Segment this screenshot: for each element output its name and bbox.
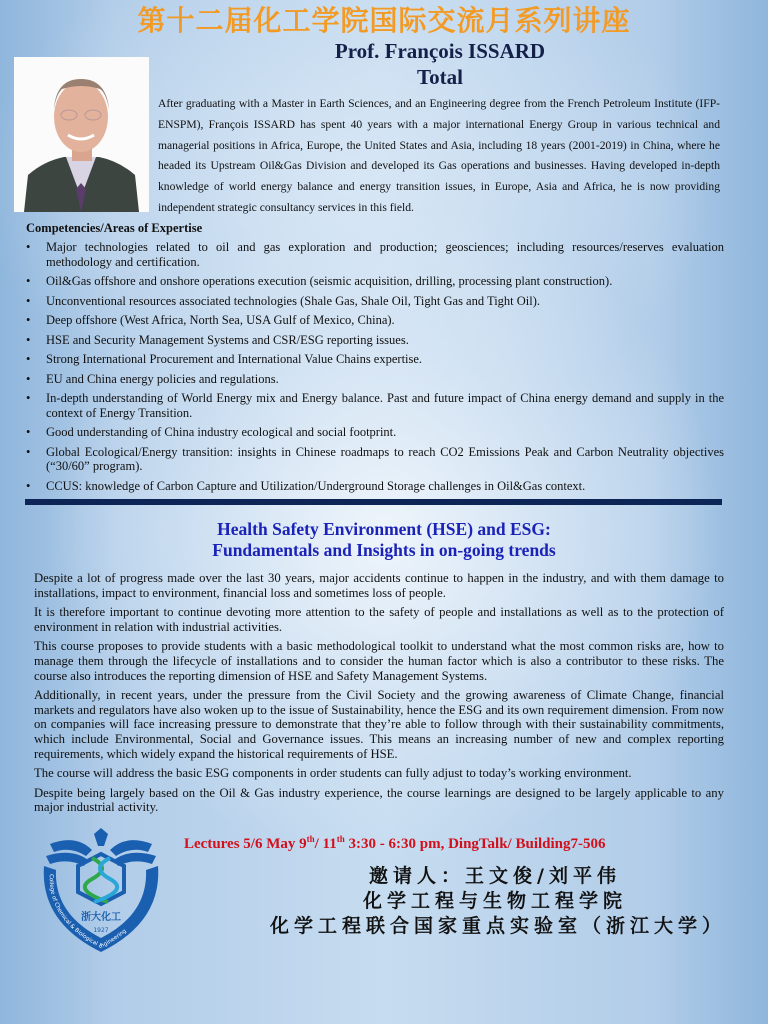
competency-item — [26, 274, 724, 289]
competency-item — [26, 294, 724, 309]
speaker-name: Prof. François ISSARD — [334, 39, 546, 63]
bullet-icon: • — [26, 425, 31, 439]
competency-item — [26, 372, 724, 387]
competency-item — [26, 313, 724, 328]
lecture-schedule — [184, 834, 744, 854]
college-line: 化学工程与生物工程学院 — [362, 889, 627, 912]
bullet-icon: • — [26, 240, 31, 254]
logo-chinese-text: 浙大化工 — [81, 911, 121, 923]
competency-item — [26, 479, 724, 494]
course-title-line2: Fundamentals and Insights in on-going trends — [212, 540, 556, 560]
bullet-icon: • — [26, 332, 31, 347]
bullet-icon: • — [26, 274, 31, 288]
speaker-photo — [14, 57, 149, 212]
bullet-icon: • — [26, 352, 31, 366]
competency-text: CCUS: knowledge of Carbon Capture and Utilization/Underground Storage challenges in Oil&Gas context. — [46, 478, 586, 493]
section-divider — [25, 499, 722, 505]
course-paragraph: This course proposes to provide students with a basic methodological toolkit to understand what the most common risks are, how to manage them through the lifecycle of installations and to consider the human factor which is also a contributor to these risks. The course also introduces the reporting dimension of HSE and Safety Management Systems. — [34, 639, 724, 683]
course-paragraph: Additionally, in recent years, under the pressure from the Civil Society and the growing awareness of Climate Change, financial markets and regulators have also woken up to the issue of Sustainability, hence the ESG and its own requirement dimension. From now on companies will face increasing pressure to demonstrate that they’re able to follow through with their sustainability commitments, which include Environmental, Social and Governance issues. This means an increasing number of new and complex reporting requirements, which widely expand the historical requirements of HSE. — [34, 688, 724, 761]
competency-item — [26, 391, 724, 420]
competency-text: Good understanding of China industry ecological and social footprint. — [46, 425, 397, 439]
competency-text: EU and China energy policies and regulations. — [46, 371, 279, 386]
logo-ring-text: College of Chemical & Biological Engineering — [47, 873, 128, 950]
bullet-icon: • — [26, 478, 31, 493]
competency-text: Unconventional resources associated technologies (Shale Gas, Shale Oil, Tight Gas and Tight Oil). — [46, 293, 541, 308]
course-paragraph: It is therefore important to continue devoting more attention to the safety of people and installations as well as to the protection of environment in relation with industrial activities. — [34, 605, 724, 634]
speaker-section — [0, 38, 768, 214]
course-title — [0, 519, 768, 561]
speaker-bio: After graduating with a Master in Earth Sciences, and an Engineering degree from the French Petroleum Institute (IFP-ENSPM), François ISSARD has spent 40 years with a major international Energy Group in various technical and managerial positions in Africa, Europe, the United States and Asia, including 18 years (2001-2019) in China, where he headed its Upstream Oil&Gas Division and developed its Gas operations and businesses. Having developed in-depth knowledge of world energy balance and energy transition issues, in Europe, Asia and Africa, he is now providing independent strategic consultancy services in this field. — [158, 97, 720, 214]
course-paragraph: Despite being largely based on the Oil & Gas industry experience, the course learnings are designed to be largely applicable to any major industrial activity. — [34, 785, 724, 815]
competency-text: Global Ecological/Energy transition: insights in Chinese roadmaps to reach CO2 Emissions Peak and Carbon Neutrality objectives (“30/60” program). — [46, 444, 724, 473]
competencies-heading: Competencies/Areas of Expertise — [26, 221, 203, 235]
lab-line: 化学工程联合国家重点实验室（浙江大学） — [270, 914, 727, 937]
competency-text: HSE and Security Management Systems and CSR/ESG reporting issues. — [46, 332, 409, 347]
course-title-line1: Health Safety Environment (HSE) and ESG: — [217, 519, 551, 539]
speaker-company: Total — [417, 65, 463, 89]
competency-item — [26, 425, 724, 440]
competency-text: Oil&Gas offshore and onshore operations execution (seismic acquisition, drilling, processing plant construction). — [46, 274, 613, 288]
competency-item — [26, 352, 724, 367]
competency-text: Deep offshore (West Africa, North Sea, USA Gulf of Mexico, China). — [46, 313, 395, 327]
college-emblem-icon — [36, 826, 166, 952]
course-paragraph: Despite a lot of progress made over the last 30 years, major accidents continue to happen in the industry, and with them damage to installations, impact to environment, financial loss and sometimes loss of people. — [34, 571, 724, 600]
speaker-portrait-image — [14, 57, 149, 212]
lecture-suffix: 3:30 - 6:30 pm, DingTalk/ Building7-506 — [344, 835, 606, 852]
event-banner-title: 第十二届化工学院国际交流月系列讲座 — [137, 4, 631, 37]
competency-item — [26, 333, 724, 348]
course-description — [34, 571, 724, 815]
competency-item — [26, 445, 724, 474]
competency-text: Major technologies related to oil and gas exploration and production; geosciences; including resources/reserves evaluation methodology and certification. — [46, 240, 724, 269]
course-paragraph: The course will address the basic ESG components in order students can fully adjust to today’s working environment. — [34, 766, 632, 781]
inviter-line: 邀请人：王文俊/刘平伟 — [369, 864, 621, 887]
bullet-icon: • — [26, 313, 31, 327]
lecture-sup: th — [336, 833, 345, 844]
lecture-prefix: Lectures 5/6 May 9 — [184, 835, 307, 852]
bullet-icon: • — [26, 444, 31, 459]
lecture-sup: th — [306, 833, 315, 844]
competency-text: In-depth understanding of World Energy mix and Energy balance. Past and future impact of China energy demand and supply in the context of Energy Transition. — [46, 391, 724, 420]
competency-text: Strong International Procurement and International Value Chains expertise. — [46, 352, 423, 366]
lecture-middle: / 11 — [314, 835, 337, 852]
bullet-icon: • — [26, 371, 31, 386]
college-logo — [36, 826, 166, 952]
organizers — [270, 864, 727, 939]
competency-item — [26, 240, 724, 269]
competencies-list — [26, 240, 724, 493]
bullet-icon: • — [26, 293, 31, 308]
footer-section — [0, 820, 768, 960]
logo-year: 1927 — [93, 926, 109, 934]
bullet-icon: • — [26, 391, 31, 405]
